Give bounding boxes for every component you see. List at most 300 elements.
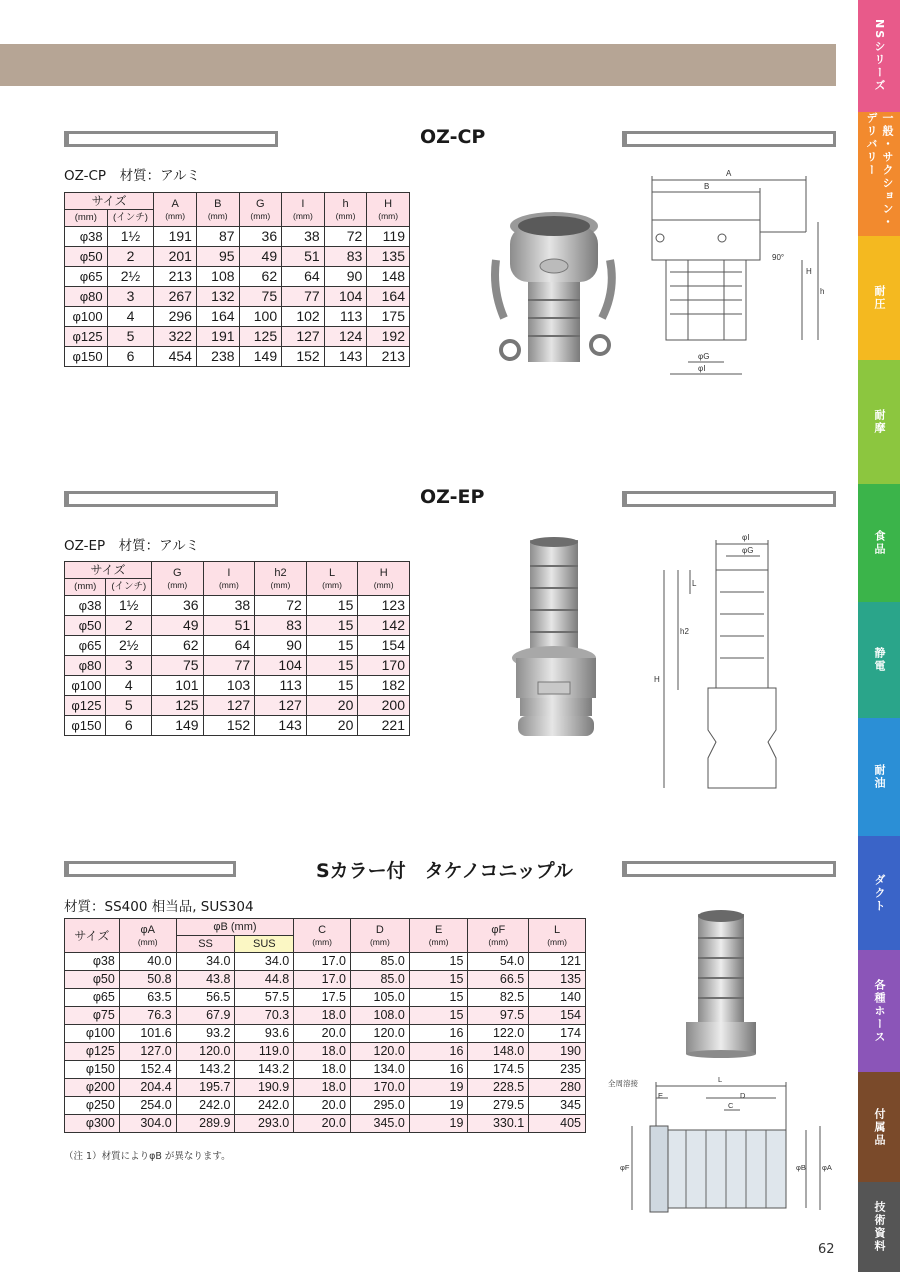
col-header: L (mm) (529, 919, 586, 953)
side-tab[interactable]: 耐摩 (858, 360, 900, 484)
dim-label: φF (620, 1163, 630, 1172)
value-cell: 20.0 (294, 1115, 351, 1133)
value-cell: 17.0 (294, 953, 351, 971)
value-cell: 44.8 (235, 971, 294, 989)
side-tab[interactable]: 耐圧 (858, 236, 900, 360)
table-row (65, 1061, 586, 1079)
value-cell: 164 (367, 287, 410, 307)
sus-header: SUS (235, 936, 294, 953)
col-header: C (mm) (294, 919, 351, 953)
section-title: OZ-EP (420, 486, 485, 508)
value-cell: 120.0 (350, 1043, 409, 1061)
size-cell: φ65 (65, 267, 108, 287)
value-cell: 34.0 (176, 953, 235, 971)
value-cell: 104 (324, 287, 367, 307)
value-cell: 235 (529, 1061, 586, 1079)
value-cell: 83 (255, 616, 307, 636)
value-cell: 105.0 (350, 989, 409, 1007)
value-cell: 154 (529, 1007, 586, 1025)
value-cell: 119 (367, 227, 410, 247)
value-cell: 132 (196, 287, 239, 307)
size-cell: φ50 (65, 616, 106, 636)
value-cell: 330.1 (468, 1115, 529, 1133)
value-cell: 174 (529, 1025, 586, 1043)
value-cell: 2 (107, 247, 154, 267)
value-cell: 64 (282, 267, 325, 287)
header-bar-left (64, 861, 236, 877)
value-cell: 295.0 (350, 1097, 409, 1115)
col-header: h2 (mm) (255, 562, 307, 596)
value-cell: 19 (409, 1097, 468, 1115)
value-cell: 51 (203, 616, 255, 636)
oz-ep-drawing (650, 530, 780, 800)
value-cell: 108.0 (350, 1007, 409, 1025)
value-cell: 19 (409, 1079, 468, 1097)
value-cell: 201 (154, 247, 197, 267)
header-bar-right (622, 131, 836, 147)
value-cell: 125 (239, 327, 282, 347)
value-cell: 15 (306, 676, 358, 696)
value-cell: 43.8 (176, 971, 235, 989)
ss-header: SS (176, 936, 235, 953)
col-header: φB (mm) (176, 919, 294, 936)
value-cell: 3 (106, 656, 152, 676)
dim-label: E (658, 1091, 664, 1100)
value-cell: 4 (107, 307, 154, 327)
inch-header: (インチ) (107, 210, 154, 227)
col-header: h (mm) (324, 193, 367, 227)
value-cell: 101.6 (119, 1025, 176, 1043)
value-cell: 20.0 (294, 1025, 351, 1043)
value-cell: 149 (151, 716, 203, 736)
value-cell: 4 (106, 676, 152, 696)
side-tab[interactable]: 各種ホース (858, 950, 900, 1072)
size-cell: φ150 (65, 1061, 120, 1079)
table-row (65, 1097, 586, 1115)
value-cell: 242.0 (176, 1097, 235, 1115)
table-row (65, 656, 410, 676)
mm-header: (mm) (65, 210, 108, 227)
dim-label: φB (796, 1163, 806, 1172)
spec-table-s-collar (64, 918, 586, 1133)
value-cell: 127 (282, 327, 325, 347)
size-cell: φ38 (65, 227, 108, 247)
inch-header: (インチ) (106, 579, 152, 596)
value-cell: 213 (154, 267, 197, 287)
size-cell: φ250 (65, 1097, 120, 1115)
value-cell: 405 (529, 1115, 586, 1133)
value-cell: 70.3 (235, 1007, 294, 1025)
value-cell: 19 (409, 1115, 468, 1133)
value-cell: 93.6 (235, 1025, 294, 1043)
table-row (65, 616, 410, 636)
side-tab[interactable]: NSシリーズ (858, 0, 900, 112)
size-cell: φ100 (65, 307, 108, 327)
value-cell: 2½ (106, 636, 152, 656)
value-cell: 134.0 (350, 1061, 409, 1079)
value-cell: 87 (196, 227, 239, 247)
table-row (65, 347, 410, 367)
section-caption: 材質：SS400 相当品, SUS304 (64, 899, 254, 915)
value-cell: 152 (282, 347, 325, 367)
col-header: φA (mm) (119, 919, 176, 953)
table-row (65, 716, 410, 736)
col-header: D (mm) (350, 919, 409, 953)
header-bar-left (64, 491, 278, 507)
size-cell: φ125 (65, 1043, 120, 1061)
value-cell: 15 (409, 953, 468, 971)
value-cell: 16 (409, 1043, 468, 1061)
col-header: I (mm) (282, 193, 325, 227)
size-cell: φ80 (65, 287, 108, 307)
footnote: （注 1）材質によりφB が異なります。 (64, 1151, 231, 1162)
size-cell: φ80 (65, 656, 106, 676)
value-cell: 148 (367, 267, 410, 287)
table-row (65, 971, 586, 989)
value-cell: 124 (324, 327, 367, 347)
table-row (65, 267, 410, 287)
value-cell: 204.4 (119, 1079, 176, 1097)
value-cell: 62 (151, 636, 203, 656)
value-cell: 170.0 (350, 1079, 409, 1097)
spec-table-oz-ep (64, 561, 410, 736)
oz-ep-photo (508, 536, 604, 746)
value-cell: 75 (239, 287, 282, 307)
value-cell: 66.5 (468, 971, 529, 989)
value-cell: 51 (282, 247, 325, 267)
size-cell: φ150 (65, 716, 106, 736)
value-cell: 2 (106, 616, 152, 636)
value-cell: 304.0 (119, 1115, 176, 1133)
section-caption: OZ-CP 材質：アルミ (64, 168, 201, 184)
size-cell: φ100 (65, 676, 106, 696)
col-header: H (mm) (367, 193, 410, 227)
value-cell: 140 (529, 989, 586, 1007)
value-cell: 77 (203, 656, 255, 676)
value-cell: 6 (107, 347, 154, 367)
size-cell: φ65 (65, 636, 106, 656)
value-cell: 3 (107, 287, 154, 307)
value-cell: 18.0 (294, 1061, 351, 1079)
value-cell: 72 (324, 227, 367, 247)
value-cell: 135 (529, 971, 586, 989)
dim-label: B (704, 182, 710, 191)
value-cell: 38 (203, 596, 255, 616)
value-cell: 15 (306, 616, 358, 636)
value-cell: 15 (306, 596, 358, 616)
value-cell: 2½ (107, 267, 154, 287)
value-cell: 1½ (106, 596, 152, 616)
value-cell: 125 (151, 696, 203, 716)
value-cell: 101 (151, 676, 203, 696)
value-cell: 152 (203, 716, 255, 736)
value-cell: 221 (358, 716, 410, 736)
header-bar-right (622, 491, 836, 507)
top-banner (0, 44, 836, 86)
col-header: I (mm) (203, 562, 255, 596)
value-cell: 280 (529, 1079, 586, 1097)
value-cell: 122.0 (468, 1025, 529, 1043)
size-cell: φ38 (65, 596, 106, 616)
value-cell: 90 (324, 267, 367, 287)
value-cell: 17.5 (294, 989, 351, 1007)
value-cell: 170 (358, 656, 410, 676)
value-cell: 254.0 (119, 1097, 176, 1115)
oz-cp-photo (490, 200, 620, 380)
size-header: サイズ (65, 919, 120, 953)
value-cell: 1½ (107, 227, 154, 247)
value-cell: 5 (106, 696, 152, 716)
section-header-oz-cp (64, 126, 836, 152)
value-cell: 67.9 (176, 1007, 235, 1025)
side-tab[interactable]: 一般・サクション・デリバリー (858, 112, 900, 236)
dim-label: 90° (772, 253, 785, 262)
col-header: H (mm) (358, 562, 410, 596)
value-cell: 322 (154, 327, 197, 347)
value-cell: 279.5 (468, 1097, 529, 1115)
size-cell: φ50 (65, 971, 120, 989)
table-row (65, 696, 410, 716)
value-cell: 345.0 (350, 1115, 409, 1133)
table-row (65, 1115, 586, 1133)
value-cell: 16 (409, 1025, 468, 1043)
size-cell: φ100 (65, 1025, 120, 1043)
value-cell: 40.0 (119, 953, 176, 971)
header-bar-left (64, 131, 278, 147)
col-header: A (mm) (154, 193, 197, 227)
s-collar-photo (680, 908, 760, 1058)
table-row (65, 989, 586, 1007)
value-cell: 175 (367, 307, 410, 327)
value-cell: 16 (409, 1061, 468, 1079)
dim-label: D (740, 1091, 746, 1100)
col-header: E (mm) (409, 919, 468, 953)
table-row (65, 227, 410, 247)
value-cell: 123 (358, 596, 410, 616)
dim-label: φI (698, 364, 706, 373)
table-row (65, 247, 410, 267)
value-cell: 20 (306, 696, 358, 716)
value-cell: 119.0 (235, 1043, 294, 1061)
value-cell: 242.0 (235, 1097, 294, 1115)
value-cell: 50.8 (119, 971, 176, 989)
dim-label: C (728, 1101, 734, 1110)
value-cell: 63.5 (119, 989, 176, 1007)
value-cell: 18.0 (294, 1079, 351, 1097)
size-cell: φ50 (65, 247, 108, 267)
size-header: サイズ (65, 562, 152, 579)
value-cell: 267 (154, 287, 197, 307)
value-cell: 296 (154, 307, 197, 327)
value-cell: 18.0 (294, 1007, 351, 1025)
dim-label: h (820, 287, 825, 296)
value-cell: 143 (255, 716, 307, 736)
oz-cp-drawing (630, 162, 830, 387)
value-cell: 72 (255, 596, 307, 616)
value-cell: 108 (196, 267, 239, 287)
dim-label: φI (742, 533, 750, 542)
value-cell: 289.9 (176, 1115, 235, 1133)
value-cell: 120.0 (350, 1025, 409, 1043)
value-cell: 15 (306, 656, 358, 676)
value-cell: 56.5 (176, 989, 235, 1007)
side-tab[interactable]: 技術資料 (858, 1182, 900, 1272)
dim-label: 全周溶接 (608, 1079, 638, 1088)
value-cell: 15 (409, 1007, 468, 1025)
value-cell: 90 (255, 636, 307, 656)
col-header: L (mm) (306, 562, 358, 596)
side-tab[interactable]: 耐油 (858, 718, 900, 836)
col-header: G (mm) (239, 193, 282, 227)
s-collar-drawing (606, 1070, 836, 1220)
value-cell: 238 (196, 347, 239, 367)
value-cell: 127.0 (119, 1043, 176, 1061)
value-cell: 182 (358, 676, 410, 696)
table-row (65, 307, 410, 327)
value-cell: 64 (203, 636, 255, 656)
value-cell: 38 (282, 227, 325, 247)
value-cell: 152.4 (119, 1061, 176, 1079)
value-cell: 17.0 (294, 971, 351, 989)
value-cell: 191 (196, 327, 239, 347)
value-cell: 20 (306, 716, 358, 736)
value-cell: 102 (282, 307, 325, 327)
table-row (65, 1025, 586, 1043)
value-cell: 57.5 (235, 989, 294, 1007)
value-cell: 18.0 (294, 1043, 351, 1061)
size-cell: φ65 (65, 989, 120, 1007)
size-cell: φ125 (65, 327, 108, 347)
value-cell: 228.5 (468, 1079, 529, 1097)
value-cell: 85.0 (350, 971, 409, 989)
value-cell: 95 (196, 247, 239, 267)
page-number: 62 (818, 1242, 835, 1257)
value-cell: 143.2 (176, 1061, 235, 1079)
value-cell: 83 (324, 247, 367, 267)
table-row (65, 596, 410, 616)
value-cell: 49 (239, 247, 282, 267)
section-title: Sカラー付 タケノコニップル (316, 860, 573, 882)
value-cell: 195.7 (176, 1079, 235, 1097)
value-cell: 85.0 (350, 953, 409, 971)
value-cell: 191 (154, 227, 197, 247)
dim-label: L (692, 579, 697, 588)
size-cell: φ200 (65, 1079, 120, 1097)
value-cell: 15 (306, 636, 358, 656)
table-row (65, 287, 410, 307)
size-cell: φ150 (65, 347, 108, 367)
value-cell: 200 (358, 696, 410, 716)
value-cell: 154 (358, 636, 410, 656)
value-cell: 15 (409, 971, 468, 989)
value-cell: 62 (239, 267, 282, 287)
side-tab[interactable]: 付属品 (858, 1072, 900, 1182)
value-cell: 97.5 (468, 1007, 529, 1025)
value-cell: 127 (255, 696, 307, 716)
dim-label: H (806, 267, 812, 276)
spec-table-oz-cp (64, 192, 410, 367)
dim-label: L (718, 1075, 723, 1084)
value-cell: 293.0 (235, 1115, 294, 1133)
table-row (65, 1007, 586, 1025)
value-cell: 34.0 (235, 953, 294, 971)
value-cell: 142 (358, 616, 410, 636)
dim-label: φA (822, 1163, 832, 1172)
value-cell: 121 (529, 953, 586, 971)
size-cell: φ38 (65, 953, 120, 971)
dim-label: h2 (680, 627, 689, 636)
dim-label: φG (742, 546, 754, 555)
value-cell: 75 (151, 656, 203, 676)
value-cell: 135 (367, 247, 410, 267)
section-header-s-collar (64, 860, 836, 882)
value-cell: 36 (239, 227, 282, 247)
value-cell: 76.3 (119, 1007, 176, 1025)
value-cell: 127 (203, 696, 255, 716)
side-tab[interactable]: 静電 (858, 602, 900, 718)
value-cell: 15 (409, 989, 468, 1007)
table-row (65, 1043, 586, 1061)
value-cell: 100 (239, 307, 282, 327)
section-title: OZ-CP (420, 126, 486, 148)
col-header: φF (mm) (468, 919, 529, 953)
value-cell: 190 (529, 1043, 586, 1061)
table-row (65, 1079, 586, 1097)
value-cell: 113 (255, 676, 307, 696)
value-cell: 6 (106, 716, 152, 736)
dim-label: φG (698, 352, 710, 361)
dim-label: H (654, 675, 660, 684)
size-header: サイズ (65, 193, 154, 210)
value-cell: 54.0 (468, 953, 529, 971)
size-cell: φ75 (65, 1007, 120, 1025)
value-cell: 36 (151, 596, 203, 616)
side-tab[interactable]: 食品 (858, 484, 900, 602)
value-cell: 77 (282, 287, 325, 307)
side-tab-bar (858, 0, 900, 1272)
value-cell: 192 (367, 327, 410, 347)
value-cell: 148.0 (468, 1043, 529, 1061)
col-header: G (mm) (151, 562, 203, 596)
value-cell: 190.9 (235, 1079, 294, 1097)
value-cell: 120.0 (176, 1043, 235, 1061)
value-cell: 454 (154, 347, 197, 367)
value-cell: 345 (529, 1097, 586, 1115)
value-cell: 113 (324, 307, 367, 327)
value-cell: 49 (151, 616, 203, 636)
table-row (65, 327, 410, 347)
table-row (65, 953, 586, 971)
side-tab[interactable]: ダクト (858, 836, 900, 950)
table-row (65, 636, 410, 656)
table-row (65, 676, 410, 696)
value-cell: 103 (203, 676, 255, 696)
value-cell: 143 (324, 347, 367, 367)
value-cell: 5 (107, 327, 154, 347)
value-cell: 143.2 (235, 1061, 294, 1079)
size-cell: φ300 (65, 1115, 120, 1133)
value-cell: 149 (239, 347, 282, 367)
value-cell: 93.2 (176, 1025, 235, 1043)
value-cell: 174.5 (468, 1061, 529, 1079)
value-cell: 20.0 (294, 1097, 351, 1115)
col-header: B (mm) (196, 193, 239, 227)
value-cell: 213 (367, 347, 410, 367)
value-cell: 82.5 (468, 989, 529, 1007)
dim-label: A (726, 169, 732, 178)
value-cell: 164 (196, 307, 239, 327)
section-header-oz-ep (64, 486, 836, 512)
